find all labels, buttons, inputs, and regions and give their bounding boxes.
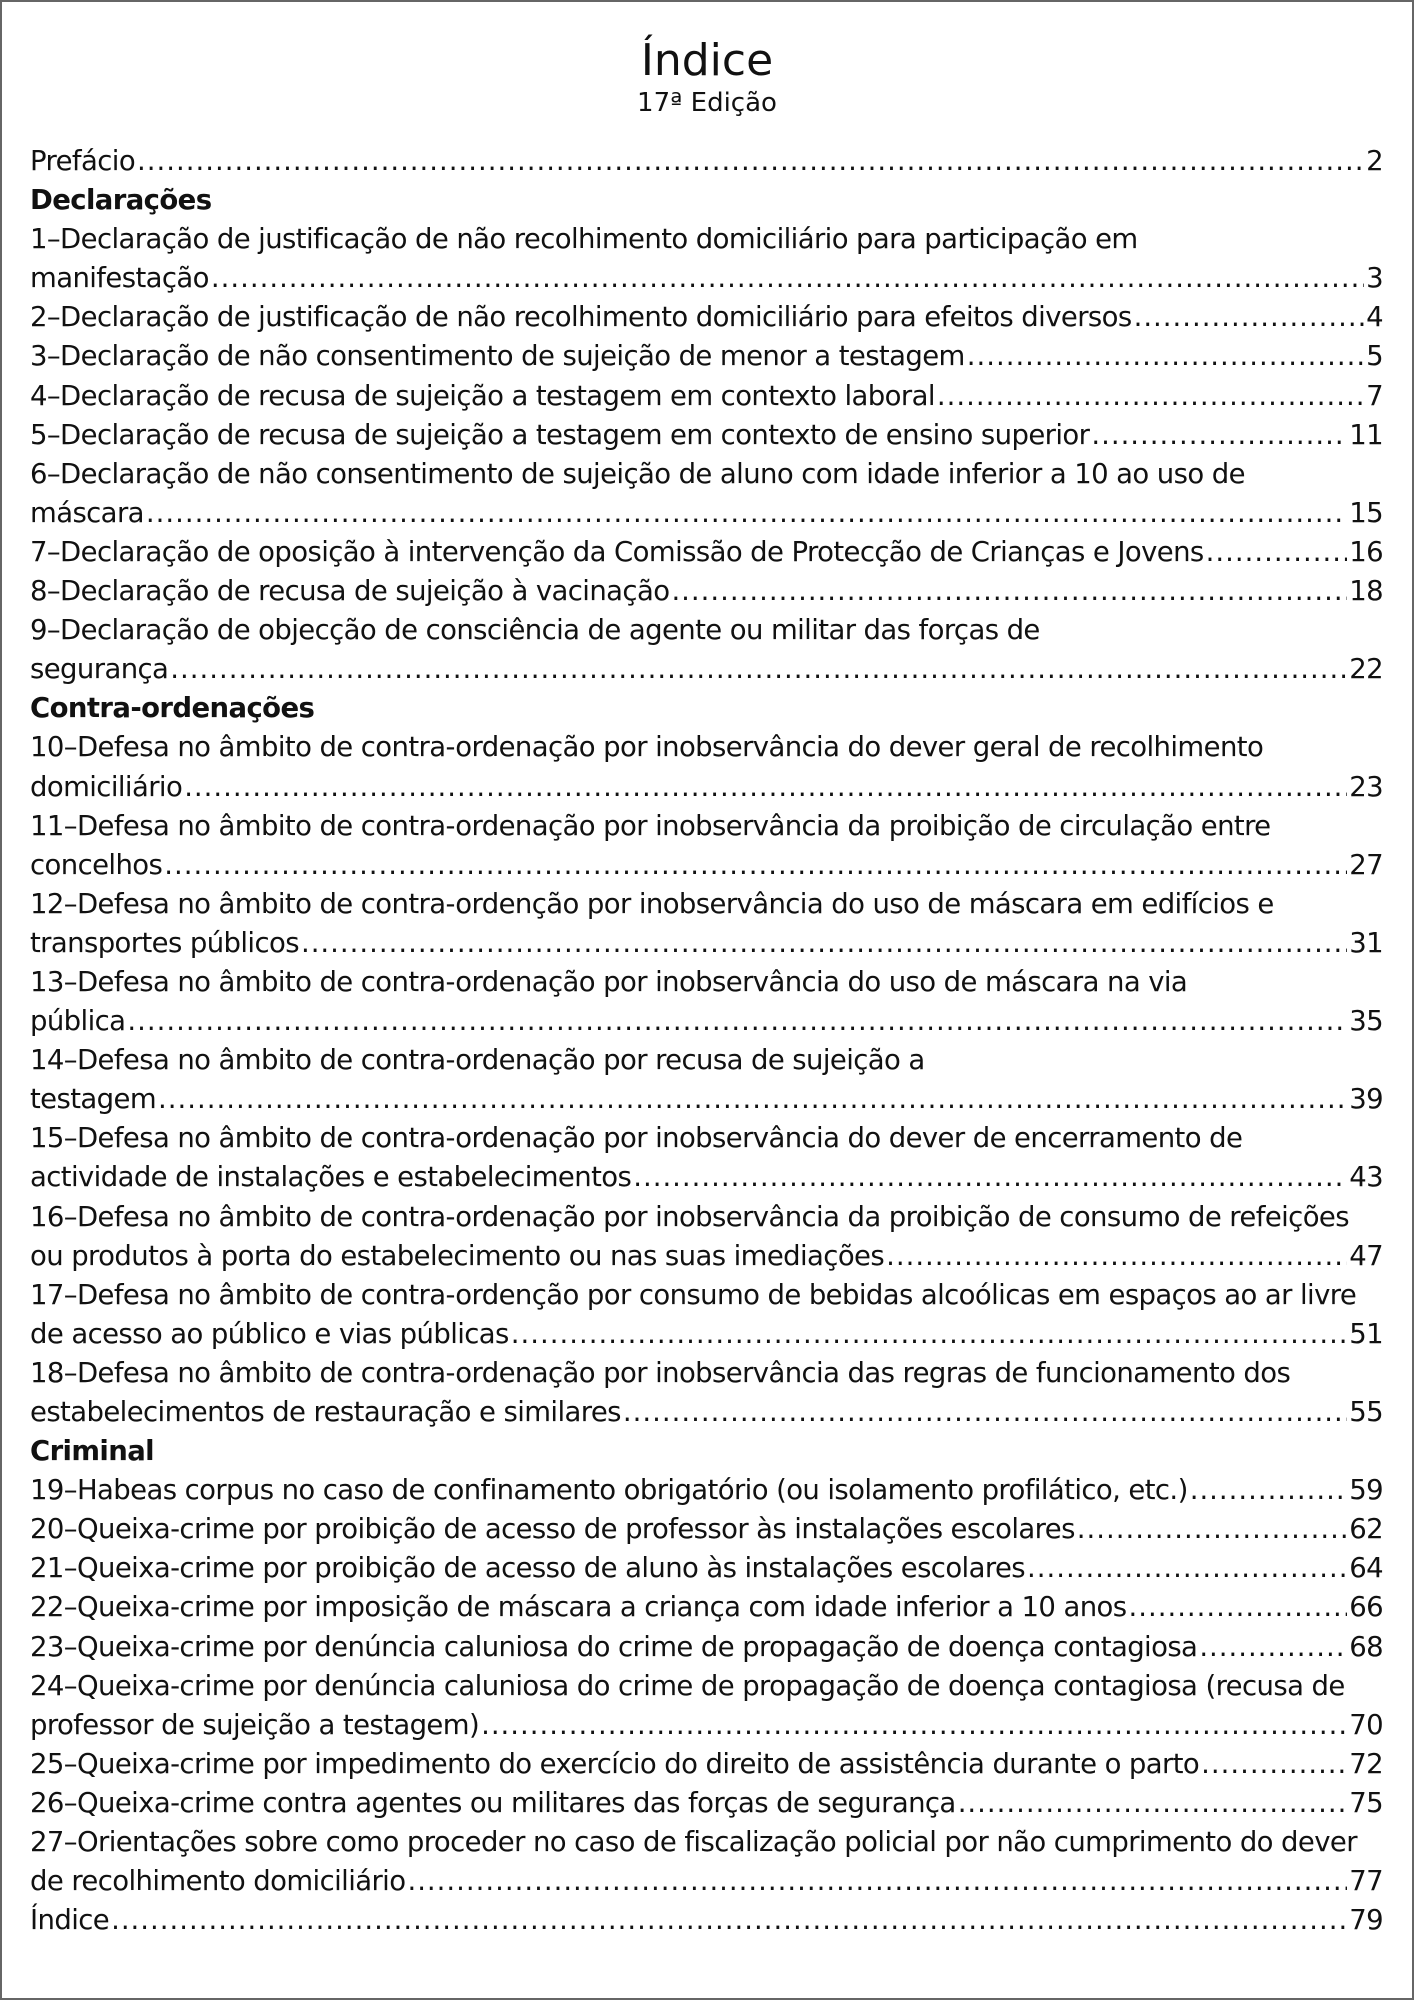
dot-leader <box>127 1002 1347 1041</box>
toc-entry-line: 27–Orientações sobre como proceder no caso de fiscalização policial por não cumprimento do dever <box>30 1826 1357 1859</box>
dot-leader <box>137 142 1364 181</box>
toc-entry-title: 25–Queixa-crime por impedimento do exercício do direito de assistência durante o parto <box>30 1747 1200 1780</box>
toc-entry-line: 17–Defesa no âmbito de contra-ordenção por consumo de bebidas alcoólicas em espaços ao ar livre <box>30 1278 1357 1311</box>
dot-leader <box>111 1901 1347 1940</box>
dot-leader <box>967 337 1364 376</box>
dot-leader <box>633 1158 1347 1197</box>
toc-entry-title: manifestação <box>30 262 209 295</box>
dot-leader <box>886 1237 1347 1276</box>
toc-entry-title: 2–Declaração de justificação de não recolhimento domiciliário para efeitos diversos <box>30 301 1132 334</box>
toc-entry-title: professor de sujeição a testagem) <box>30 1708 480 1741</box>
toc-page-number: 15 <box>1349 496 1383 529</box>
toc-page-number: 51 <box>1349 1317 1383 1350</box>
dot-leader <box>511 1315 1347 1354</box>
toc-entry <box>30 1784 1383 1823</box>
toc-page-number: 59 <box>1349 1474 1383 1507</box>
toc-entry-line: 18–Defesa no âmbito de contra-ordenação por inobservância das regras de funcionamento dos <box>30 1356 1291 1389</box>
toc-entry <box>30 416 1383 455</box>
table-of-contents <box>30 142 1383 1940</box>
toc-entry-title: domiciliário <box>30 770 183 803</box>
toc-entry-title: 19–Habeas corpus no caso de confinamento obrigatório (ou isolamento profilático, etc.) <box>30 1474 1188 1507</box>
toc-entry-title: de recolhimento domiciliário <box>30 1865 406 1898</box>
dot-leader <box>481 1706 1347 1745</box>
toc-page-number: 2 <box>1366 145 1383 177</box>
toc-entry-line: 16–Defesa no âmbito de contra-ordenação por inobservância da proibição de consumo de refeições <box>30 1200 1349 1233</box>
toc-entry <box>30 298 1383 337</box>
dot-leader <box>1027 1549 1347 1588</box>
toc-page-number: 62 <box>1349 1513 1383 1546</box>
toc-page-number: 27 <box>1349 848 1383 881</box>
toc-page-number: 5 <box>1366 340 1383 373</box>
toc-entry <box>30 259 1383 298</box>
toc-page-number: 47 <box>1349 1239 1383 1272</box>
toc-entry-title: 3–Declaração de não consentimento de sujeição de menor a testagem <box>30 340 965 373</box>
toc-page-number: 75 <box>1349 1786 1383 1819</box>
toc-page-number: 70 <box>1349 1708 1383 1741</box>
toc-entry-title: segurança <box>30 653 169 686</box>
toc-entry <box>30 377 1383 416</box>
toc-page-number: 31 <box>1349 926 1383 959</box>
toc-entry <box>30 1158 1383 1197</box>
dot-leader <box>937 377 1364 416</box>
toc-page-number: 16 <box>1349 535 1383 568</box>
toc-page-number: 39 <box>1349 1083 1383 1116</box>
dot-leader <box>1206 533 1348 572</box>
toc-entry <box>30 1471 1383 1510</box>
toc-page-number: 43 <box>1349 1161 1383 1194</box>
toc-entry-title: estabelecimentos de restauração e similares <box>30 1396 621 1428</box>
dot-leader <box>146 494 1347 533</box>
dot-leader <box>158 1080 1347 1119</box>
toc-entry-title: Índice <box>30 1904 110 1937</box>
toc-entry-line: 13–Defesa no âmbito de contra-ordenação por inobservância do uso de máscara na via <box>30 965 1188 998</box>
toc-entry <box>30 572 1383 611</box>
dot-leader <box>301 924 1347 963</box>
toc-section-heading: Contra-ordenações <box>30 692 315 725</box>
toc-entry-title: testagem <box>30 1083 157 1116</box>
toc-entry <box>30 1002 1383 1041</box>
toc-page-number: 23 <box>1349 770 1383 803</box>
toc-page-number: 68 <box>1349 1630 1383 1663</box>
toc-page-number: 64 <box>1349 1552 1383 1585</box>
toc-page-number: 7 <box>1366 379 1383 412</box>
toc-page-number: 4 <box>1366 301 1383 334</box>
toc-entry <box>30 494 1383 533</box>
toc-entry-title: Prefácio <box>30 145 136 177</box>
toc-entry <box>30 142 1383 181</box>
toc-entry <box>30 337 1383 376</box>
toc-page-number: 79 <box>1349 1904 1383 1937</box>
toc-entry-line: 14–Defesa no âmbito de contra-ordenação por recusa de sujeição a <box>30 1044 925 1077</box>
dot-leader <box>1201 1745 1347 1784</box>
toc-entry-title: 20–Queixa-crime por proibição de acesso de professor às instalações escolares <box>30 1513 1075 1546</box>
toc-entry-line: 12–Defesa no âmbito de contra-ordenção por inobservância do uso de máscara em edifícios e <box>30 887 1274 920</box>
toc-entry <box>30 650 1383 689</box>
toc-section-heading: Criminal <box>30 1435 155 1468</box>
dot-leader <box>1091 416 1347 455</box>
toc-entry <box>30 1393 1383 1432</box>
toc-entry-line: 11–Defesa no âmbito de contra-ordenação por inobservância da proibição de circulação entre <box>30 809 1271 842</box>
toc-entry-title: concelhos <box>30 848 163 881</box>
toc-entry-title: transportes públicos <box>30 926 299 959</box>
dot-leader <box>407 1862 1347 1901</box>
toc-entry <box>30 846 1383 885</box>
toc-entry-title: 23–Queixa-crime por denúncia caluniosa do crime de propagação de doença contagiosa <box>30 1630 1198 1663</box>
toc-entry <box>30 924 1383 963</box>
dot-leader <box>170 650 1347 689</box>
toc-entry-title: máscara <box>30 496 144 529</box>
dot-leader <box>184 768 1347 807</box>
dot-leader <box>1134 298 1365 337</box>
toc-entry <box>30 1745 1383 1784</box>
toc-entry <box>30 1901 1383 1940</box>
toc-entry-line: 15–Defesa no âmbito de contra-ordenação por inobservância do dever de encerramento de <box>30 1122 1243 1155</box>
dot-leader <box>1128 1588 1347 1627</box>
toc-entry <box>30 1706 1383 1745</box>
toc-page-number: 55 <box>1349 1396 1383 1428</box>
toc-page-number: 18 <box>1349 575 1383 608</box>
dot-leader <box>671 572 1347 611</box>
toc-entry-line: 10–Defesa no âmbito de contra-ordenação por inobservância do dever geral de recolhimento <box>30 731 1264 764</box>
toc-entry <box>30 1588 1383 1627</box>
dot-leader <box>1190 1471 1348 1510</box>
toc-entry <box>30 1315 1383 1354</box>
toc-entry-title: pública <box>30 1005 126 1038</box>
edition-subtitle: 17ª Edição <box>637 88 777 118</box>
dot-leader <box>1199 1628 1347 1667</box>
toc-entry-title: ou produtos à porta do estabelecimento ou nas suas imediações <box>30 1239 885 1272</box>
toc-page-number: 35 <box>1349 1005 1383 1038</box>
toc-entry-title: actividade de instalações e estabelecimentos <box>30 1161 632 1194</box>
toc-entry <box>30 533 1383 572</box>
toc-entry-title: 22–Queixa-crime por imposição de máscara a criança com idade inferior a 10 anos <box>30 1591 1127 1624</box>
toc-page-number: 22 <box>1349 653 1383 686</box>
toc-entry-line: 6–Declaração de não consentimento de sujeição de aluno com idade inferior a 10 ao uso de <box>30 457 1245 490</box>
toc-page-number: 3 <box>1366 262 1383 295</box>
toc-page-number: 77 <box>1349 1865 1383 1898</box>
toc-entry-title: 8–Declaração de recusa de sujeição à vacinação <box>30 575 670 608</box>
toc-page-number: 72 <box>1349 1747 1383 1780</box>
toc-entry <box>30 1549 1383 1588</box>
dot-leader <box>623 1393 1347 1432</box>
dot-leader <box>1077 1510 1347 1549</box>
dot-leader <box>958 1784 1348 1823</box>
toc-page-number: 66 <box>1349 1591 1383 1624</box>
toc-entry-title: 5–Declaração de recusa de sujeição a testagem em contexto de ensino superior <box>30 418 1090 451</box>
toc-entry <box>30 1510 1383 1549</box>
toc-entry-line: 1–Declaração de justificação de não recolhimento domiciliário para participação em <box>30 223 1138 256</box>
dot-leader <box>164 846 1347 885</box>
toc-entry-title: 7–Declaração de oposição à intervenção da Comissão de Protecção de Crianças e Jovens <box>30 535 1204 568</box>
toc-entry <box>30 768 1383 807</box>
toc-section-heading: Declarações <box>30 184 212 217</box>
toc-entry-line: 9–Declaração de objecção de consciência de agente ou militar das forças de <box>30 614 1040 647</box>
page-title: Índice <box>640 35 774 86</box>
toc-entry-title: 4–Declaração de recusa de sujeição a testagem em contexto laboral <box>30 379 935 412</box>
toc-entry <box>30 1628 1383 1667</box>
toc-entry-title: 26–Queixa-crime contra agentes ou militares das forças de segurança <box>30 1786 956 1819</box>
toc-entry <box>30 1237 1383 1276</box>
toc-entry-title: de acesso ao público e vias públicas <box>30 1317 509 1350</box>
toc-entry <box>30 1080 1383 1119</box>
toc-entry-title: 21–Queixa-crime por proibição de acesso de aluno às instalações escolares <box>30 1552 1025 1585</box>
dot-leader <box>211 259 1364 298</box>
toc-entry <box>30 1862 1383 1901</box>
toc-page-number: 11 <box>1349 418 1383 451</box>
toc-entry-line: 24–Queixa-crime por denúncia caluniosa do crime de propagação de doença contagiosa (recusa de <box>30 1669 1345 1702</box>
